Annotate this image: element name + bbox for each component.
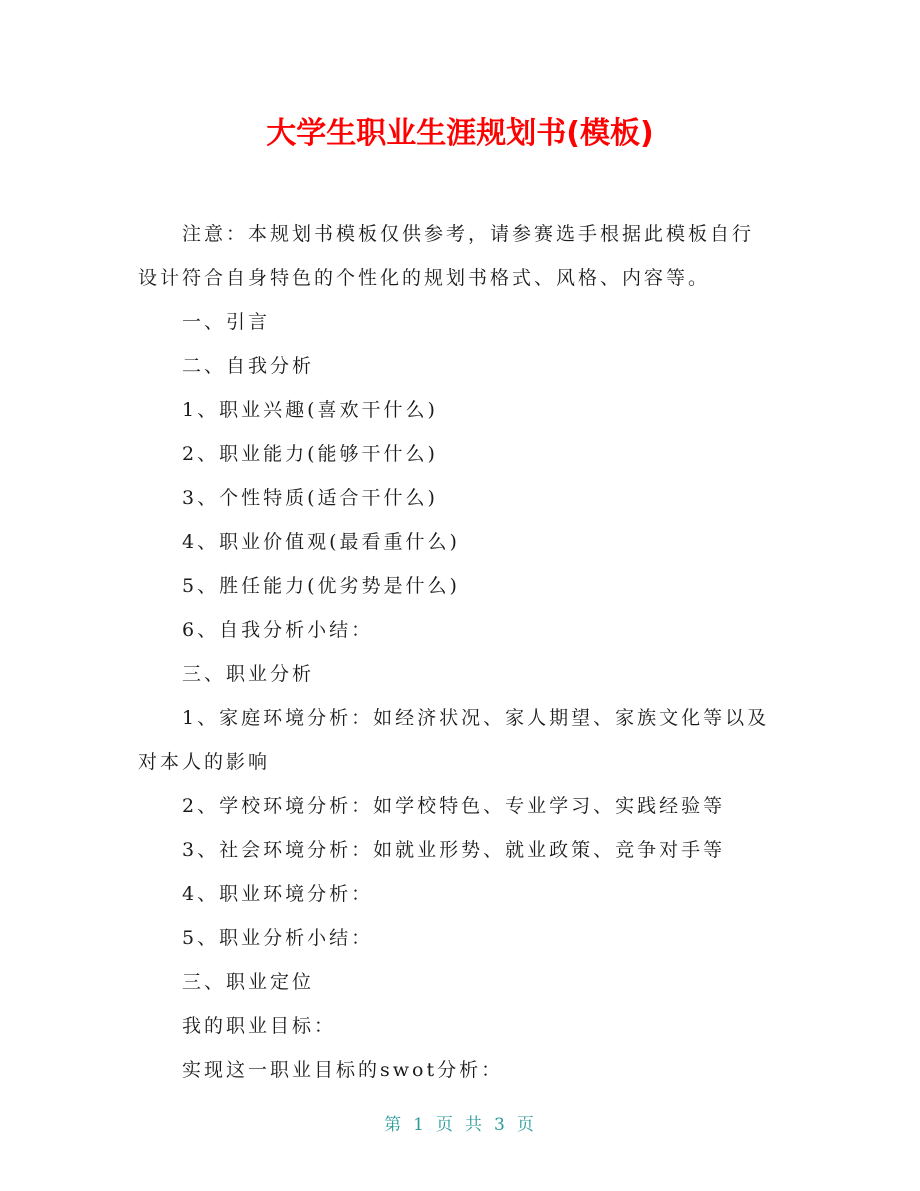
footer-page-word: 页 xyxy=(436,1115,455,1135)
footer-total-suffix: 页 xyxy=(516,1115,536,1135)
section-heading: 三、职业分析 xyxy=(182,663,315,685)
list-item: 3、社会环境分析：如就业形势、就业政策、竞争对手等 xyxy=(182,839,726,861)
list-item: 4、职业价值观(最看重什么) xyxy=(182,531,460,553)
paragraph-line: 注意：本规划书模板仅供参考，请参赛选手根据此模板自行 xyxy=(182,223,755,245)
paragraph-line: 实现这一职业目标的swot分析： xyxy=(182,1059,504,1081)
footer-total-prefix: 共 xyxy=(465,1115,484,1135)
list-item: 6、自我分析小结： xyxy=(182,619,374,641)
list-item-continuation: 对本人的影响 xyxy=(138,751,271,773)
list-item: 5、胜任能力(优劣势是什么) xyxy=(182,575,460,597)
paragraph-line: 设计符合自身特色的个性化的规划书格式、风格、内容等。 xyxy=(138,267,711,289)
list-item: 4、职业环境分析： xyxy=(182,883,374,905)
section-heading: 二、自我分析 xyxy=(182,355,315,377)
page-number-footer xyxy=(0,1112,920,1138)
paragraph-line: 我的职业目标： xyxy=(182,1015,337,1037)
list-item: 1、职业兴趣(喜欢干什么) xyxy=(182,399,438,421)
section-heading: 三、职业定位 xyxy=(182,971,315,993)
list-item: 1、家庭环境分析：如经济状况、家人期望、家族文化等以及 xyxy=(182,707,770,729)
list-item: 3、个性特质(适合干什么) xyxy=(182,487,438,509)
list-item: 2、职业能力(能够干什么) xyxy=(182,443,438,465)
current-page-number: 1 xyxy=(413,1115,426,1135)
footer-prefix: 第 xyxy=(384,1115,404,1135)
list-item: 5、职业分析小结： xyxy=(182,927,374,949)
document-title: 大学生职业生涯规划书(模板) xyxy=(266,116,654,151)
list-item: 2、学校环境分析：如学校特色、专业学习、实践经验等 xyxy=(182,795,726,817)
section-heading: 一、引言 xyxy=(182,311,271,333)
total-pages-number: 3 xyxy=(494,1115,507,1135)
document-body xyxy=(138,212,798,1092)
